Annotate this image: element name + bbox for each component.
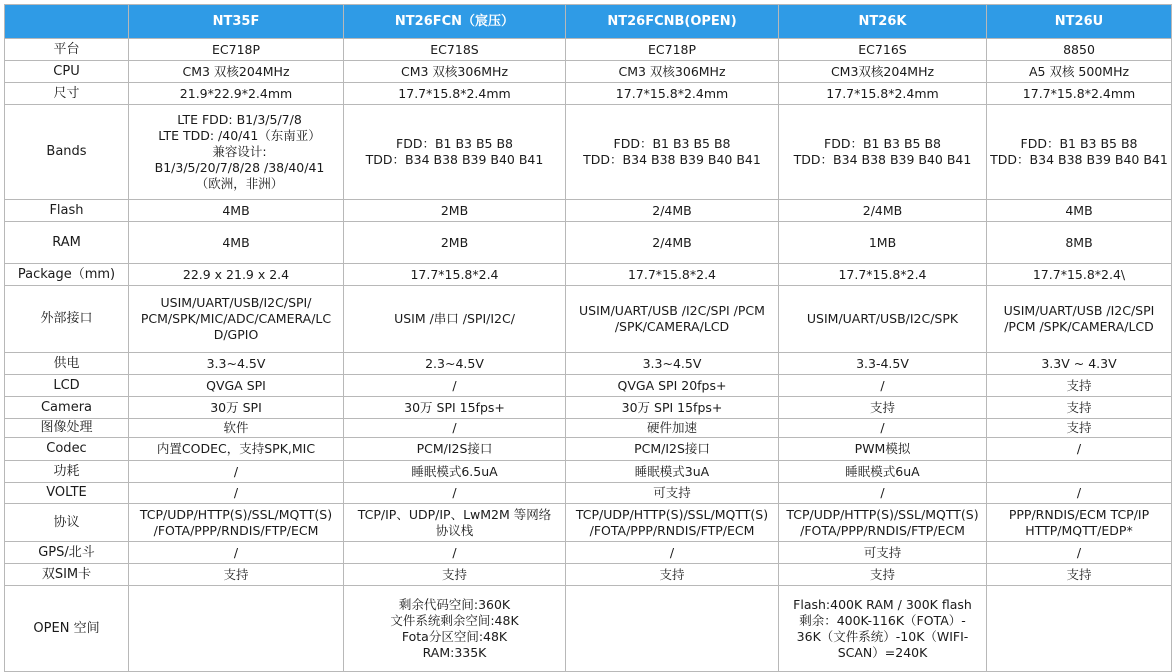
table-cell [129, 353, 344, 375]
table-cell [779, 542, 987, 564]
cell-text: 21.9*22.9*2.4mm [179, 85, 293, 101]
table-cell [344, 353, 566, 375]
table-cell [987, 504, 1172, 542]
table-row [5, 39, 1172, 61]
cell-text: TCP/IP、UDP/IP、LwM2M 等网络 [357, 506, 552, 522]
cell-text: 支持 [1066, 377, 1092, 393]
table-row [5, 222, 1172, 264]
cell-text: 2MB [440, 234, 469, 250]
table-row [5, 200, 1172, 222]
cell-text: EC716S [858, 41, 907, 57]
cell-text: / [452, 544, 457, 560]
cell-text: RAM:335K [422, 644, 487, 660]
table-cell [344, 542, 566, 564]
cell-text: TDD：B34 B38 B39 B40 B41 [583, 152, 761, 167]
table-cell [987, 105, 1172, 200]
cell-text: / [452, 377, 457, 393]
header-cell-nt26fcn: NT26FCN（宸压） [344, 5, 566, 39]
cell-text: /FOTA/PPP/RNDIS/FTP/ECM [589, 522, 755, 538]
header-cell-corner [5, 5, 129, 39]
cell-text: 17.7*15.8*2.4mm [1022, 85, 1136, 101]
row-label: GPS/北斗 [5, 542, 129, 564]
table-cell [129, 564, 344, 586]
cell-text: 3.3~4.5V [642, 355, 702, 371]
table-cell [566, 264, 779, 286]
cell-text: 支持 [869, 399, 895, 415]
cell-text: CM3 双核204MHz [182, 63, 290, 79]
cell-text: 36K（文件系统）-10K（WIFI- [796, 628, 969, 644]
table-cell [987, 375, 1172, 397]
cell-text: PWM模拟 [854, 441, 911, 456]
table-cell [129, 397, 344, 419]
table-cell [987, 39, 1172, 61]
table-cell [129, 200, 344, 222]
row-label: Flash [5, 200, 129, 222]
table-cell [129, 222, 344, 264]
cell-text: 2.3~4.5V [425, 355, 484, 371]
table-cell [566, 375, 779, 397]
table-cell [129, 375, 344, 397]
table-cell [566, 353, 779, 375]
cell-text: /FOTA/PPP/RNDIS/FTP/ECM [800, 522, 965, 538]
table-cell [987, 564, 1172, 586]
cell-text: SCAN）=240K [837, 644, 928, 660]
table-cell [779, 419, 987, 438]
cell-text: USIM/UART/USB /I2C/SPI [1003, 303, 1155, 318]
table-cell [779, 83, 987, 105]
cell-text: 支持 [441, 566, 467, 582]
table-cell [779, 200, 987, 222]
cell-text: /SPK/CAMERA/LCD [614, 319, 730, 334]
table-cell [344, 200, 566, 222]
table-row [5, 461, 1172, 483]
cell-text: QVGA SPI 20fps+ [617, 377, 727, 393]
cell-text: Fota分区空间:48K [401, 628, 508, 644]
table-cell [129, 286, 344, 353]
table-cell [566, 483, 779, 504]
row-label: LCD [5, 375, 129, 397]
cell-text: PCM/I2S接口 [634, 441, 710, 456]
cell-text: 2/4MB [652, 234, 692, 250]
cell-text: TCP/UDP/HTTP(S)/SSL/MQTT(S) [139, 506, 333, 522]
table-cell [129, 542, 344, 564]
row-label: 双SIM卡 [5, 564, 129, 586]
table-cell [344, 105, 566, 200]
table-cell [344, 222, 566, 264]
table-cell [566, 222, 779, 264]
table-cell [129, 461, 344, 483]
cell-text: / [233, 485, 239, 500]
table-cell [344, 504, 566, 542]
table-cell [344, 438, 566, 461]
cell-text: 17.7*15.8*2.4mm [615, 85, 729, 101]
cell-text: TDD：B34 B38 B39 B40 B41 [793, 152, 972, 167]
table-cell [129, 483, 344, 504]
row-label: 平台 [5, 39, 129, 61]
table-cell [566, 461, 779, 483]
cell-text: Flash:400K RAM / 300K flash [793, 596, 972, 612]
cell-text: FDD：B1 B3 B5 B8 [613, 136, 731, 151]
cell-text: 1MB [868, 234, 897, 250]
table-cell [344, 564, 566, 586]
table-cell [779, 222, 987, 264]
header-cell-nt26fcnb: NT26FCNB(OPEN) [566, 5, 779, 39]
cell-text: 3.3-4.5V [856, 355, 909, 371]
table-cell [344, 483, 566, 504]
cell-text: 可支持 [653, 485, 691, 500]
table-row [5, 564, 1172, 586]
cell-text: 4MB [1065, 202, 1093, 218]
table-cell [987, 83, 1172, 105]
table-row [5, 105, 1172, 200]
cell-text: 剩余代码空间:360K [398, 596, 511, 612]
table-cell [779, 353, 987, 375]
cell-text: USIM/UART/USB/I2C/SPI/ [160, 295, 312, 310]
cell-text: FDD：B1 B3 B5 B8 [1020, 136, 1138, 151]
table-row [5, 586, 1172, 672]
table-cell [344, 375, 566, 397]
row-label: VOLTE [5, 483, 129, 504]
table-row [5, 61, 1172, 83]
cell-text: /PCM /SPK/CAMERA/LCD [1004, 319, 1154, 334]
row-label: Bands [5, 105, 129, 200]
table-cell [344, 586, 566, 672]
row-label: RAM [5, 222, 129, 264]
table-cell [566, 438, 779, 461]
table-cell [566, 61, 779, 83]
cell-text: 2/4MB [862, 202, 903, 218]
table-cell [779, 483, 987, 504]
table-cell [344, 264, 566, 286]
table-cell [779, 286, 987, 353]
header-row [5, 5, 1172, 39]
cell-text: 软件 [223, 420, 249, 435]
cell-text: 剩余：400K-116K（FOTA）- [799, 612, 966, 628]
table-cell [566, 39, 779, 61]
table-cell [129, 39, 344, 61]
table-cell [129, 586, 344, 672]
cell-text: LTE FDD: B1/3/5/7/8 [177, 112, 302, 127]
cell-text: TCP/UDP/HTTP(S)/SSL/MQTT(S) [575, 506, 769, 522]
table-cell [987, 264, 1172, 286]
cell-text: / [233, 463, 239, 479]
table-cell [566, 542, 779, 564]
table-row [5, 483, 1172, 504]
table-cell [129, 419, 344, 438]
cell-text: 17.7*15.8*2.4mm [398, 85, 511, 101]
cell-text: EC718P [647, 41, 697, 57]
table-cell [987, 483, 1172, 504]
table-cell [779, 586, 987, 672]
cell-text: 8850 [1063, 41, 1095, 57]
cell-text: D/GPIO [213, 327, 259, 342]
cell-text: 协议栈 [435, 522, 474, 538]
cell-text: 17.7*15.8*2.4 [410, 266, 499, 282]
cell-text: / [452, 485, 457, 500]
cell-text: 8MB [1065, 234, 1093, 250]
cell-text: 2/4MB [652, 202, 692, 218]
cell-text: 17.7*15.8*2.4\ [1032, 266, 1126, 282]
table-cell [566, 83, 779, 105]
row-label: CPU [5, 61, 129, 83]
table-cell [566, 397, 779, 419]
table-row [5, 286, 1172, 353]
cell-text: 4MB [222, 202, 250, 218]
table-row [5, 504, 1172, 542]
cell-text: CM3 双核306MHz [618, 63, 726, 79]
cell-text: 睡眠模式6uA [845, 463, 920, 479]
cell-text: 17.7*15.8*2.4 [838, 266, 927, 282]
row-label: 外部接口 [5, 286, 129, 353]
table-cell [779, 564, 987, 586]
row-label: Camera [5, 397, 129, 419]
table-row [5, 375, 1172, 397]
table-cell [987, 461, 1172, 483]
cell-text: LTE TDD: /40/41（东南亚） [158, 128, 321, 143]
cell-text: （欧洲，非洲） [195, 176, 284, 191]
cell-text: 30万 SPI [210, 399, 262, 415]
cell-text: 30万 SPI 15fps+ [404, 399, 505, 415]
table-cell [987, 200, 1172, 222]
cell-text: 睡眠模式6.5uA [411, 463, 498, 479]
table-cell [566, 586, 779, 672]
table-row [5, 353, 1172, 375]
cell-text: CM3 双核306MHz [400, 63, 509, 79]
cell-text: PCM/I2S接口 [416, 441, 493, 456]
table-cell [344, 83, 566, 105]
table-cell [566, 564, 779, 586]
cell-text: A5 双核 500MHz [1028, 63, 1130, 79]
table-cell [566, 286, 779, 353]
table-cell [987, 542, 1172, 564]
row-label: Package（mm) [5, 264, 129, 286]
cell-text: EC718P [211, 41, 261, 57]
header-cell-nt26u: NT26U [987, 5, 1172, 39]
table-cell [129, 504, 344, 542]
cell-text: / [669, 544, 675, 560]
row-label: 功耗 [5, 461, 129, 483]
table-cell [344, 397, 566, 419]
cell-text: / [880, 485, 885, 500]
table-cell [987, 222, 1172, 264]
table-cell [987, 353, 1172, 375]
table-cell [344, 286, 566, 353]
cell-text: 文件系统剩余空间:48K [390, 612, 519, 628]
table-cell [779, 397, 987, 419]
table-cell [987, 586, 1172, 672]
cell-text: 硬件加速 [646, 420, 697, 435]
cell-text: USIM /串口 /SPI/I2C/ [394, 311, 515, 326]
cell-text: 睡眠模式3uA [634, 463, 710, 479]
table-cell [129, 105, 344, 200]
table-cell [779, 438, 987, 461]
cell-text: TDD：B34 B38 B39 B40 B41 [365, 152, 544, 167]
cell-text: / [880, 420, 885, 435]
cell-text: / [1076, 544, 1082, 560]
cell-text: /FOTA/PPP/RNDIS/FTP/ECM [153, 522, 319, 538]
cell-text: USIM/UART/USB /I2C/SPI /PCM [579, 303, 765, 318]
cell-text: 17.7*15.8*2.4mm [826, 85, 939, 101]
table-cell [987, 419, 1172, 438]
cell-text: 支持 [869, 566, 895, 582]
cell-text: CM3双核204MHz [830, 63, 935, 79]
table-row [5, 419, 1172, 438]
cell-text: 22.9 x 21.9 x 2.4 [182, 266, 290, 282]
table-cell [566, 105, 779, 200]
cell-text: / [880, 377, 885, 393]
spec-table [4, 4, 1172, 672]
row-label: OPEN 空间 [5, 586, 129, 672]
cell-text: 3.3~4.5V [206, 355, 266, 371]
cell-text: QVGA SPI [206, 377, 266, 393]
row-label: 协议 [5, 504, 129, 542]
cell-text: 支持 [1066, 399, 1092, 415]
table-cell [129, 83, 344, 105]
cell-text: PCM/SPK/MIC/ADC/CAMERA/LC [140, 311, 332, 326]
cell-text: 3.3V ~ 4.3V [1041, 355, 1117, 371]
row-label: 尺寸 [5, 83, 129, 105]
cell-text: TCP/UDP/HTTP(S)/SSL/MQTT(S) [786, 506, 979, 522]
cell-text: B1/3/5/20/7/8/28 /38/40/41 [154, 160, 325, 175]
cell-text: 30万 SPI 15fps+ [621, 399, 723, 415]
table-row [5, 264, 1172, 286]
cell-text: HTTP/MQTT/EDP* [1025, 522, 1133, 538]
table-cell [566, 419, 779, 438]
cell-text: 支持 [1066, 420, 1092, 435]
row-label: 供电 [5, 353, 129, 375]
table-cell [129, 264, 344, 286]
table-cell [987, 438, 1172, 461]
table-cell [779, 61, 987, 83]
cell-text: TDD：B34 B38 B39 B40 B41 [990, 152, 1168, 167]
header-cell-nt35f: NT35F [129, 5, 344, 39]
cell-text: FDD：B1 B3 B5 B8 [824, 136, 941, 151]
table-cell [779, 39, 987, 61]
table-cell [779, 105, 987, 200]
table-cell [779, 264, 987, 286]
cell-text: / [1076, 441, 1082, 456]
table-cell [779, 504, 987, 542]
cell-text: 支持 [659, 566, 685, 582]
row-label: 图像处理 [5, 419, 129, 438]
table-cell [344, 419, 566, 438]
table-cell [344, 39, 566, 61]
table-cell [987, 61, 1172, 83]
table-cell [779, 375, 987, 397]
cell-text: 支持 [1066, 566, 1092, 582]
cell-text: 可支持 [863, 544, 902, 560]
cell-text: 2MB [440, 202, 469, 218]
cell-text: 内置CODEC，支持SPK,MIC [156, 441, 316, 456]
cell-text: / [1076, 485, 1082, 500]
row-label: Codec [5, 438, 129, 461]
table-cell [129, 61, 344, 83]
table-cell [987, 397, 1172, 419]
table-cell [566, 504, 779, 542]
table-cell [566, 200, 779, 222]
table-row [5, 542, 1172, 564]
cell-text: / [233, 544, 239, 560]
table-row [5, 438, 1172, 461]
cell-text: PPP/RNDIS/ECM TCP/IP [1008, 506, 1150, 522]
table-cell [129, 438, 344, 461]
table-cell [344, 461, 566, 483]
cell-text: USIM/UART/USB/I2C/SPK [806, 311, 959, 326]
table-cell [779, 461, 987, 483]
cell-text: EC718S [430, 41, 479, 57]
header-cell-nt26k: NT26K [779, 5, 987, 39]
table-cell [987, 286, 1172, 353]
cell-text: / [452, 420, 457, 435]
table-row [5, 83, 1172, 105]
cell-text: 4MB [222, 234, 250, 250]
table-row [5, 397, 1172, 419]
cell-text: 兼容设计: [212, 144, 267, 159]
cell-text: 支持 [223, 566, 249, 582]
table-cell [344, 61, 566, 83]
cell-text: 17.7*15.8*2.4 [627, 266, 717, 282]
cell-text: FDD：B1 B3 B5 B8 [396, 136, 513, 151]
